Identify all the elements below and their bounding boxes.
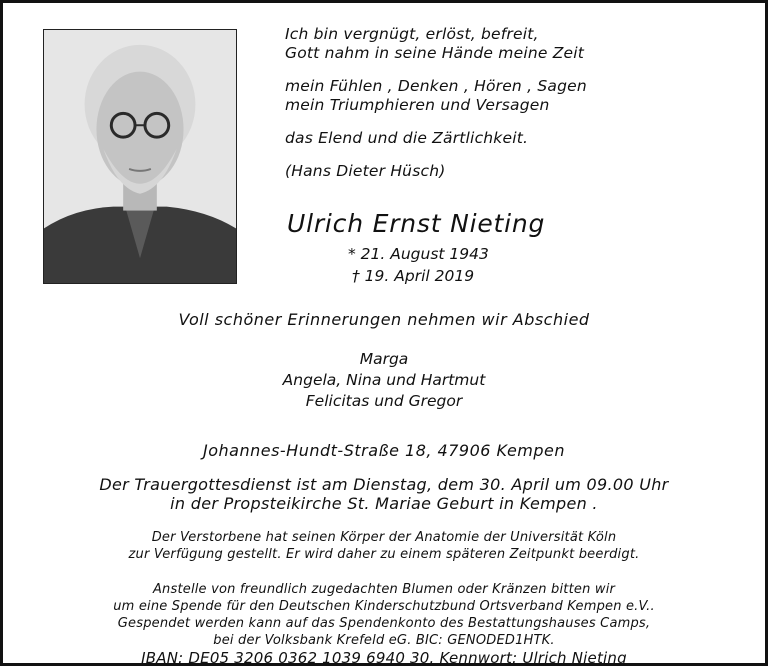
portrait-photo xyxy=(43,29,237,284)
service-line: Der Trauergottesdienst ist am Dienstag, dem 30. April um 09.00 Uhr xyxy=(99,475,669,494)
poem-line: mein Fühlen , Denken , Hören , Sagen xyxy=(285,77,587,95)
poem-line: das Elend und die Zärtlichkeit. xyxy=(285,129,529,147)
note-line: zur Verfügung gestellt. Er wird daher zu einem späteren Zeitpunkt beerdigt. xyxy=(128,547,640,562)
family-member: Angela, Nina und Hartmut xyxy=(282,371,486,389)
family-members xyxy=(3,349,765,412)
service-line: in der Propsteikirche St. Mariae Geburt in Kempen . xyxy=(170,494,598,513)
family-member: Marga xyxy=(359,350,409,368)
donation-line: Gespendet werden kann auf das Spendenkonto des Bestattungshauses Camps, xyxy=(117,616,651,631)
death-date: † 19. April 2019 xyxy=(352,267,475,285)
poem-author: (Hans Dieter Hüsch) xyxy=(285,162,446,180)
poem-stanza xyxy=(285,77,705,115)
donation-request xyxy=(3,581,765,668)
poem-stanza xyxy=(285,129,705,148)
donation-line: bei der Volksbank Krefeld eG. BIC: GENODED1HTK. xyxy=(213,633,555,648)
poem xyxy=(285,25,705,181)
life-dates xyxy=(348,243,489,287)
farewell-line: Voll schöner Erinnerungen nehmen wir Abschied xyxy=(178,310,590,329)
body-donation-note xyxy=(3,529,765,563)
funeral-service-info xyxy=(3,475,765,513)
address: Johannes-Hundt-Straße 18, 47906 Kempen xyxy=(202,441,566,460)
iban-line: IBAN: DE05 3206 0362 1039 6940 30. Kennwort: Ulrich Nieting xyxy=(141,649,627,667)
birth-date: * 21. August 1943 xyxy=(348,245,489,263)
donation-line: um eine Spende für den Deutschen Kinderschutzbund Ortsverband Kempen e.V.. xyxy=(113,599,655,614)
poem-line: mein Triumphieren und Versagen xyxy=(285,96,550,114)
family-member: Felicitas und Gregor xyxy=(305,392,463,410)
poem-line: Gott nahm in seine Hände meine Zeit xyxy=(285,44,585,62)
portrait-image xyxy=(44,30,236,283)
poem-stanza xyxy=(285,25,705,63)
deceased-name: Ulrich Ernst Nieting xyxy=(287,209,546,238)
poem-line: Ich bin vergnügt, erlöst, befreit, xyxy=(285,25,539,43)
note-line: Der Verstorbene hat seinen Körper der Anatomie der Universität Köln xyxy=(151,530,617,545)
donation-line: Anstelle von freundlich zugedachten Blumen oder Kränzen bitten wir xyxy=(152,582,616,597)
